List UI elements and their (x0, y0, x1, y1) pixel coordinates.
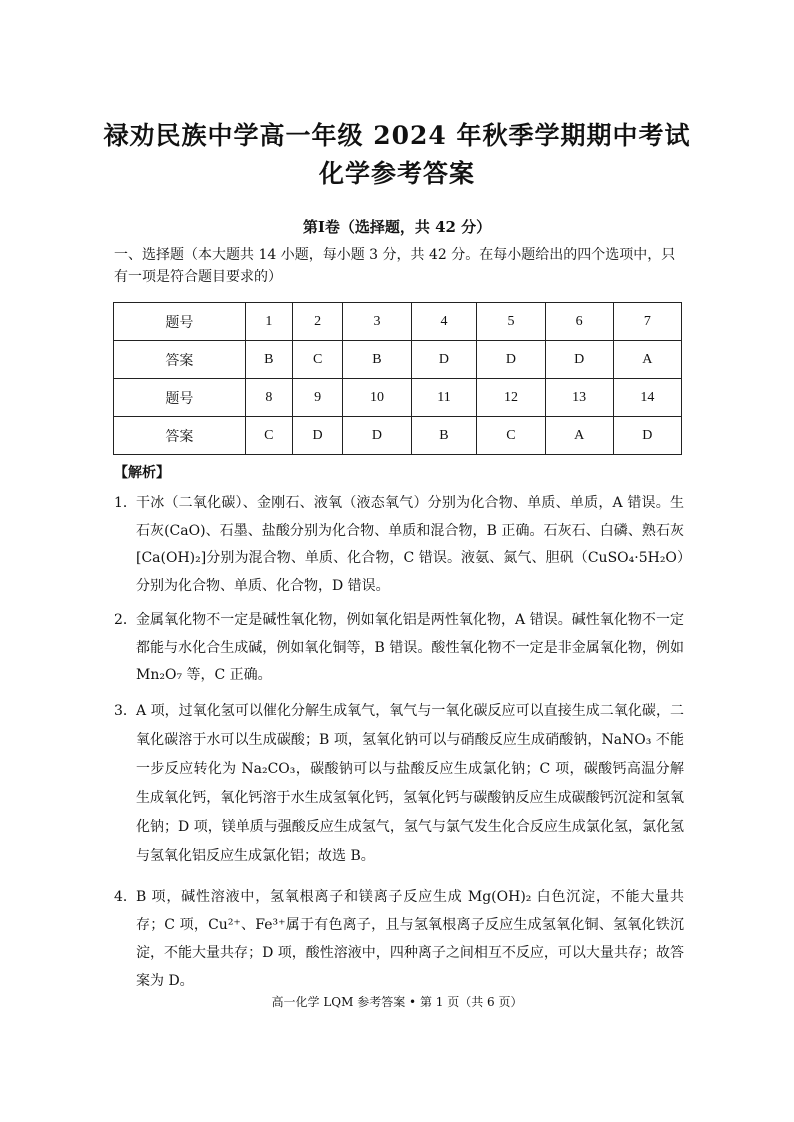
item-number: 4． (114, 889, 137, 905)
analysis-item-1 (114, 490, 684, 600)
item-text: B 项，碱性溶液中，氢氧根离子和镁离子反应生成 Mg(OH)₂ 白色沉淀，不能大量共存；C 项，Cu²⁺、Fe³⁺属于有色离子，且与氢氧根离子反应生成氢氧化铜、氢氧化铁沉淀，不能大量共存；D 项，酸性溶液中，四种离子之间相互不反应，可以大量共存；故答案为 D。 (136, 889, 684, 989)
section-title: 第Ⅰ卷（选择题，共 42 分） (302, 218, 492, 236)
answer-cell: D (343, 417, 411, 455)
item-text: 金属氧化物不一定是碱性氧化物，例如氧化铝是两性氧化物，A 错误。碱性氧化物不一定都能与水化合生成碱，例如氧化铜等，B 错误。酸性氧化物不一定是非金属氧化物，例如 Mn₂O₇ 等，C 正确。 (136, 612, 684, 683)
answer-cell: D (411, 341, 477, 379)
answer-cell: D (545, 341, 613, 379)
analysis-item-4 (114, 883, 684, 995)
question-number: 5 (477, 303, 545, 341)
table-row (114, 303, 682, 341)
item-text: A 项，过氧化氢可以催化分解生成氧气，氧气与一氧化碳反应可以直接生成二氧化碳，二氧化碳溶于水可以生成碳酸；B 项，氢氧化钠可以与硝酸反应生成硝酸钠，NaNO₃ 不能一步反应转化为 Na₂CO₃，碳酸钠可以与盐酸反应生成氯化钠；C 项，碳酸钙高温分解生成氧化钙，氧化钙溶于水生成氢氧化钙，氢氧化钙与碳酸钠反应生成碳酸钙沉淀和氢氧化钠；D 项，镁单质与强酸反应生成氢气，氢气与氯气发生化合反应生成氯化氢，氯化氢与氢氧化铝反应生成氯化铝；故选 B。 (136, 703, 684, 864)
answer-cell: B (411, 417, 477, 455)
question-number: 1 (245, 303, 292, 341)
answer-cell: A (545, 417, 613, 455)
analysis-item-3 (114, 697, 684, 871)
answer-cell: C (477, 417, 545, 455)
row-label-question: 题号 (114, 303, 246, 341)
question-number: 2 (292, 303, 343, 341)
question-number: 4 (411, 303, 477, 341)
question-number: 12 (477, 379, 545, 417)
answer-cell: B (343, 341, 411, 379)
analysis-item-2 (114, 607, 684, 690)
table-row (114, 417, 682, 455)
question-number: 9 (292, 379, 343, 417)
question-number: 14 (613, 379, 681, 417)
table-row (114, 379, 682, 417)
question-number: 6 (545, 303, 613, 341)
answer-cell: D (292, 417, 343, 455)
answer-cell: A (613, 341, 681, 379)
question-number: 11 (411, 379, 477, 417)
section-intro: 一、选择题（本大题共 14 小题，每小题 3 分，共 42 分。在每小题给出的四个选项中，只有一项是符合题目要求的） (114, 247, 676, 285)
table-row (114, 341, 682, 379)
analysis-heading: 【解析】 (114, 465, 170, 481)
page-footer: 高一化学 LQM 参考答案 • 第 1 页（共 6 页） (271, 995, 523, 1009)
question-number: 13 (545, 379, 613, 417)
answer-cell: D (477, 341, 545, 379)
document-title: 禄劝民族中学高一年级 2024 年秋季学期期中考试 (103, 121, 691, 150)
question-number: 7 (613, 303, 681, 341)
document-subtitle: 化学参考答案 (318, 159, 475, 188)
row-label-question: 题号 (114, 379, 246, 417)
answer-cell: C (245, 417, 292, 455)
question-number: 10 (343, 379, 411, 417)
item-number: 2． (114, 612, 137, 628)
row-label-answer: 答案 (114, 341, 246, 379)
item-number: 1． (114, 495, 137, 511)
answer-table (113, 302, 682, 455)
item-number: 3． (114, 703, 137, 719)
question-number: 8 (245, 379, 292, 417)
answer-cell: C (292, 341, 343, 379)
answer-cell: B (245, 341, 292, 379)
row-label-answer: 答案 (114, 417, 246, 455)
question-number: 3 (343, 303, 411, 341)
answer-cell: D (613, 417, 681, 455)
item-text: 干冰（二氧化碳）、金刚石、液氧（液态氧气）分别为化合物、单质、单质，A 错误。生石灰(CaO)、石墨、盐酸分别为化合物、单质和混合物，B 正确。石灰石、白磷、熟石灰[Ca(OH)₂]分别为混合物、单质、化合物，C 错误。液氨、氮气、胆矾（CuSO₄·5H₂O）分别为化合物、单质、化合物，D 错误。 (136, 495, 684, 594)
